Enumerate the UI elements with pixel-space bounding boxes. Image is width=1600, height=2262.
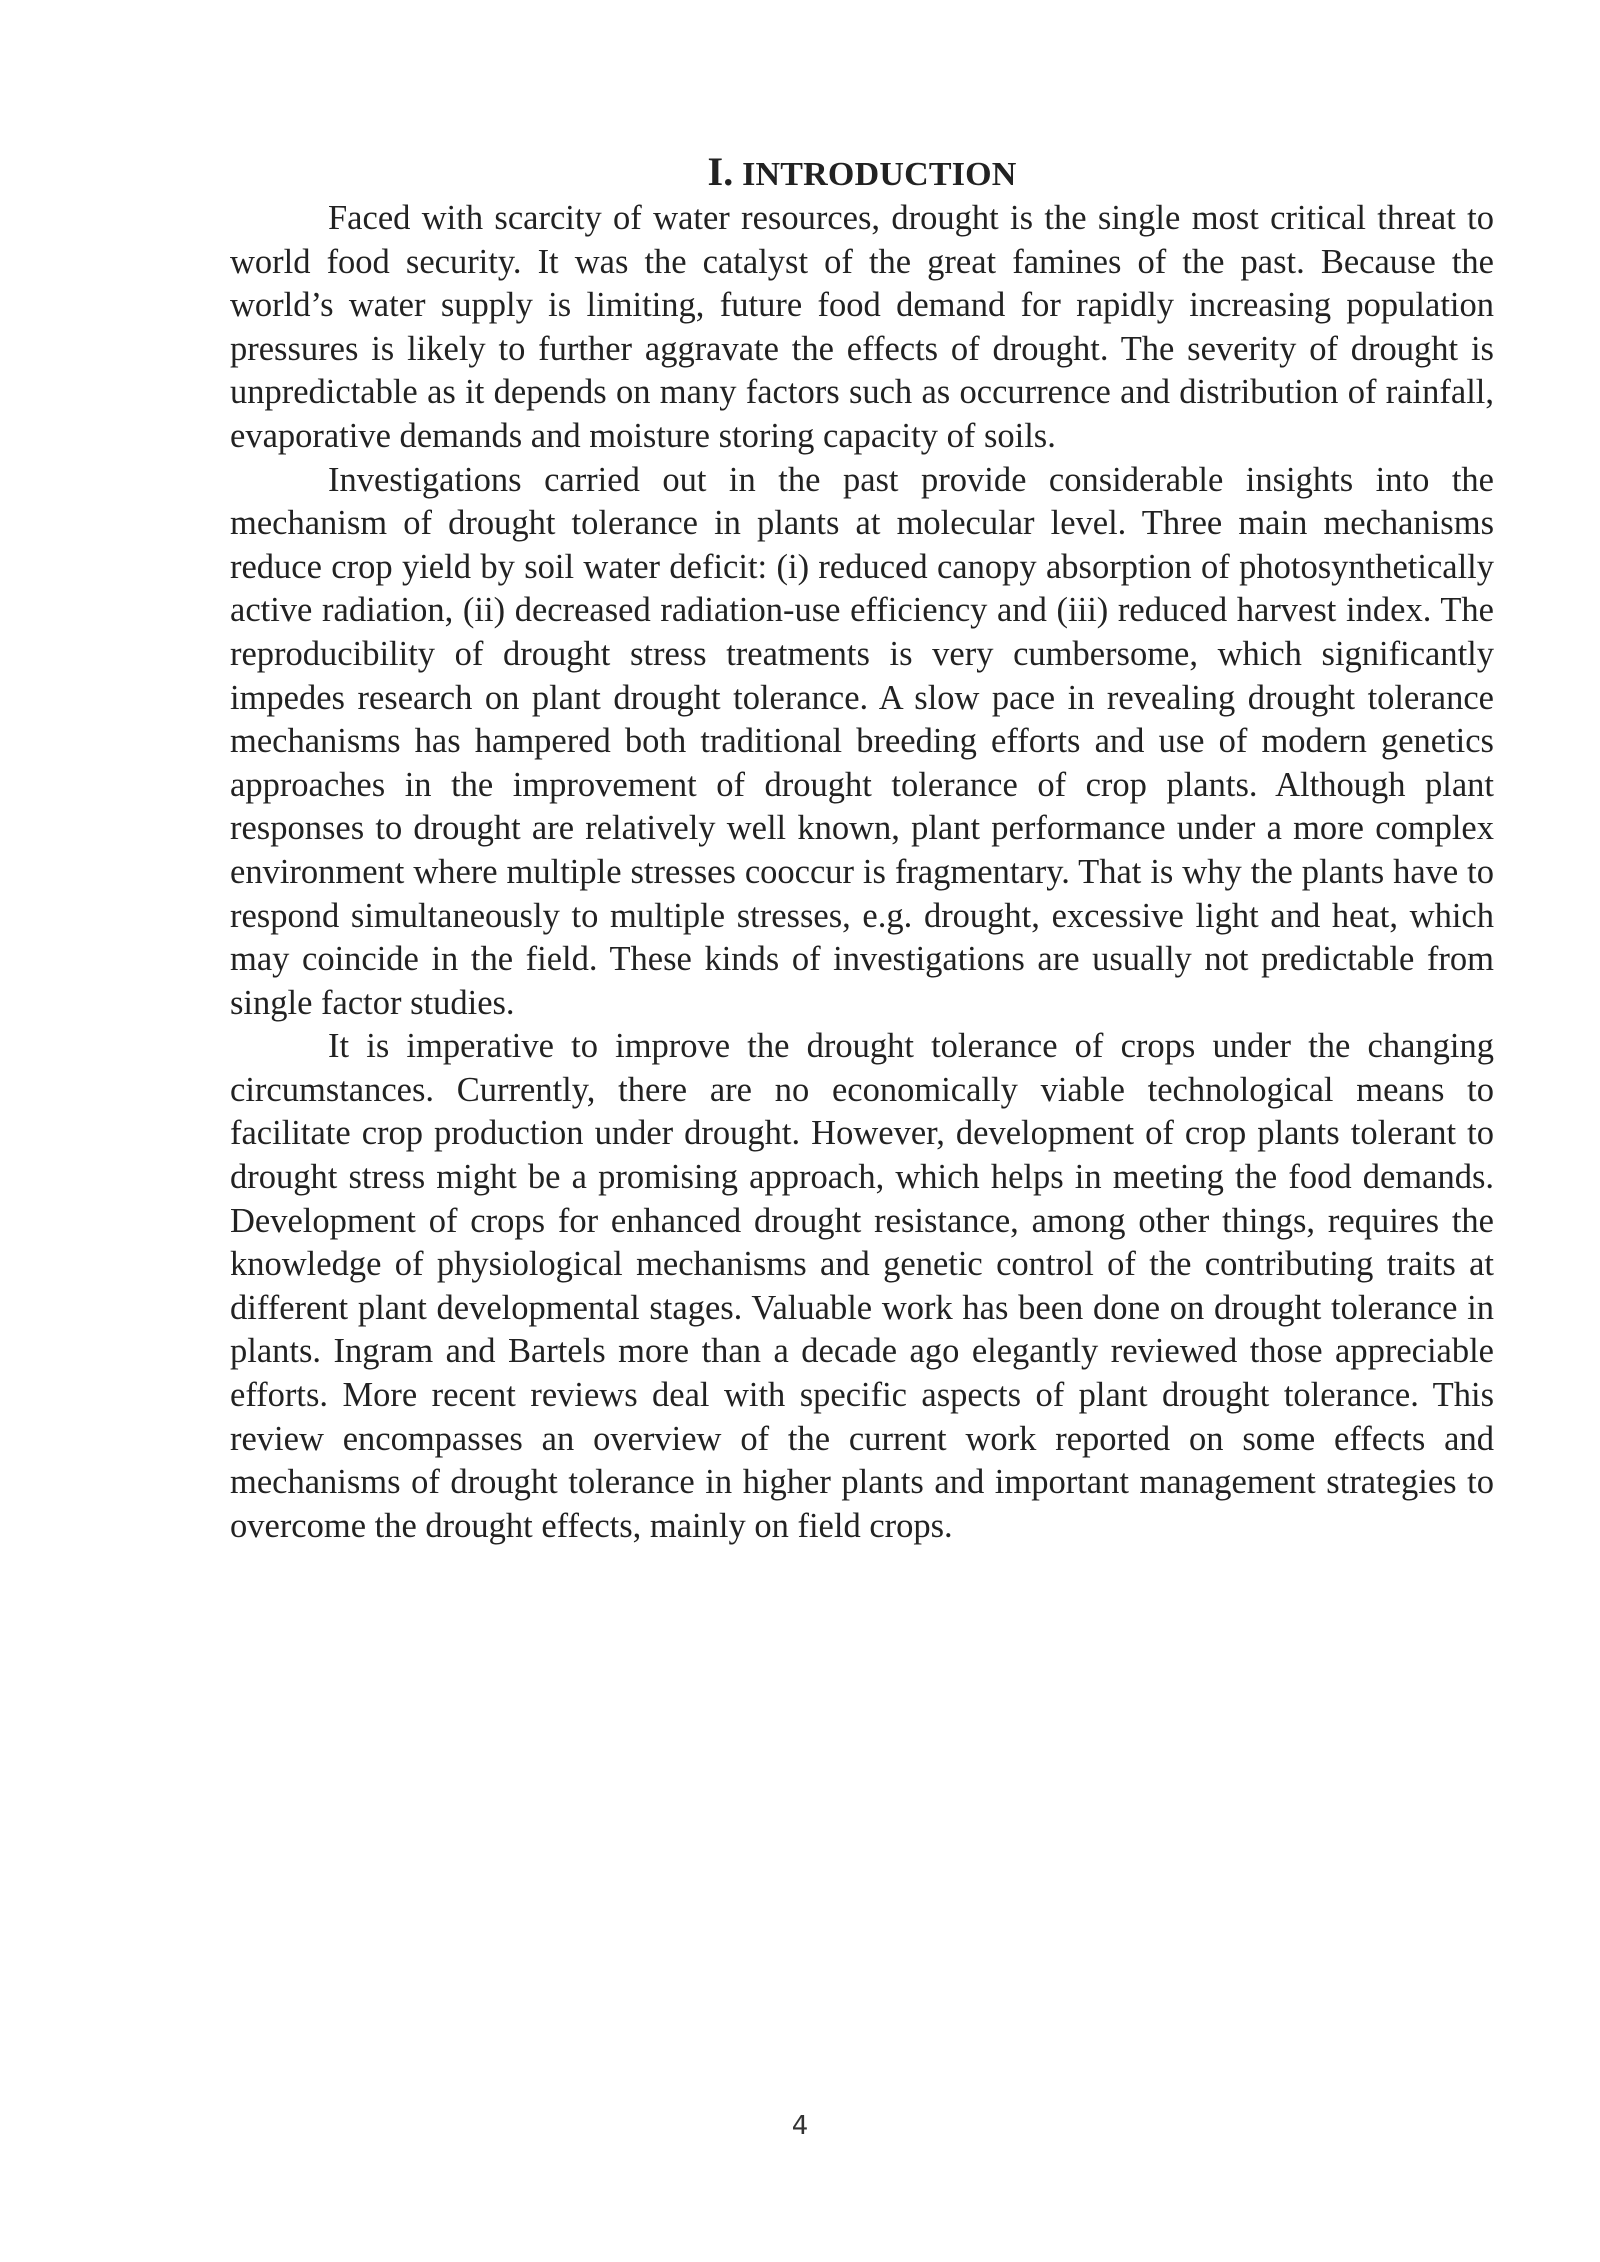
section-heading — [230, 150, 1494, 197]
paragraph-2: Investigations carried out in the past provide considerable insights into the mechanism of drought tolerance in plants at molecular level. Three main mechanisms reduce crop yield by soil water deficit: (i) reduced canopy absorption of photosynthetically active radiation, (ii) decreased radiation-use efficiency and (iii) reduced harvest index. The reproducibility of drought stress treatments is very cumbersome, which significantly impedes research on plant drought tolerance. A slow pace in revealing drought tolerance mechanisms has hampered both traditional breeding efforts and use of modern genetics approaches in the improvement of drought tolerance of crop plants. Although plant responses to drought are relatively well known, plant performance under a more complex environment where multiple stresses cooccur is fragmentary. That is why the plants have to respond simultaneously to multiple stresses, e.g. drought, excessive light and heat, which may coincide in the field. These kinds of investigations are usually not predictable from single factor studies. — [230, 460, 1494, 1022]
page-content — [230, 150, 1494, 1548]
section-title: INTRODUCTION — [742, 156, 1017, 193]
paragraph-1: Faced with scarcity of water resources, drought is the single most critical threat to world food security. It was the catalyst of the great famines of the past. Because the world’s water supply is limiting, future food demand for rapidly increasing population pressures is likely to further aggravate the effects of drought. The severity of drought is unpredictable as it depends on many factors such as occurrence and distribution of rainfall, evaporative demands and moisture storing capacity of soils. — [230, 199, 1494, 455]
section-number: I. — [707, 149, 734, 194]
paragraph-3: It is imperative to improve the drought tolerance of crops under the changing circumstances. Currently, there are no economically viable technological means to facilitate crop production under drought. However, development of crop plants tolerant to drought stress might be a promising approach, which helps in meeting the food demands. Development of crops for enhanced drought resistance, among other things, requires the knowledge of physiological mechanisms and genetic control of the contributing traits at different plant developmental stages. Valuable work has been done on drought tolerance in plants. Ingram and Bartels more than a decade ago elegantly reviewed those appreciable efforts. More recent reviews deal with specific aspects of plant drought tolerance. This review encompasses an overview of the current work reported on some effects and mechanisms of drought tolerance in higher plants and important management strategies to overcome the drought effects, mainly on field crops. — [230, 1027, 1494, 1545]
page-number: 4 — [791, 2111, 809, 2141]
